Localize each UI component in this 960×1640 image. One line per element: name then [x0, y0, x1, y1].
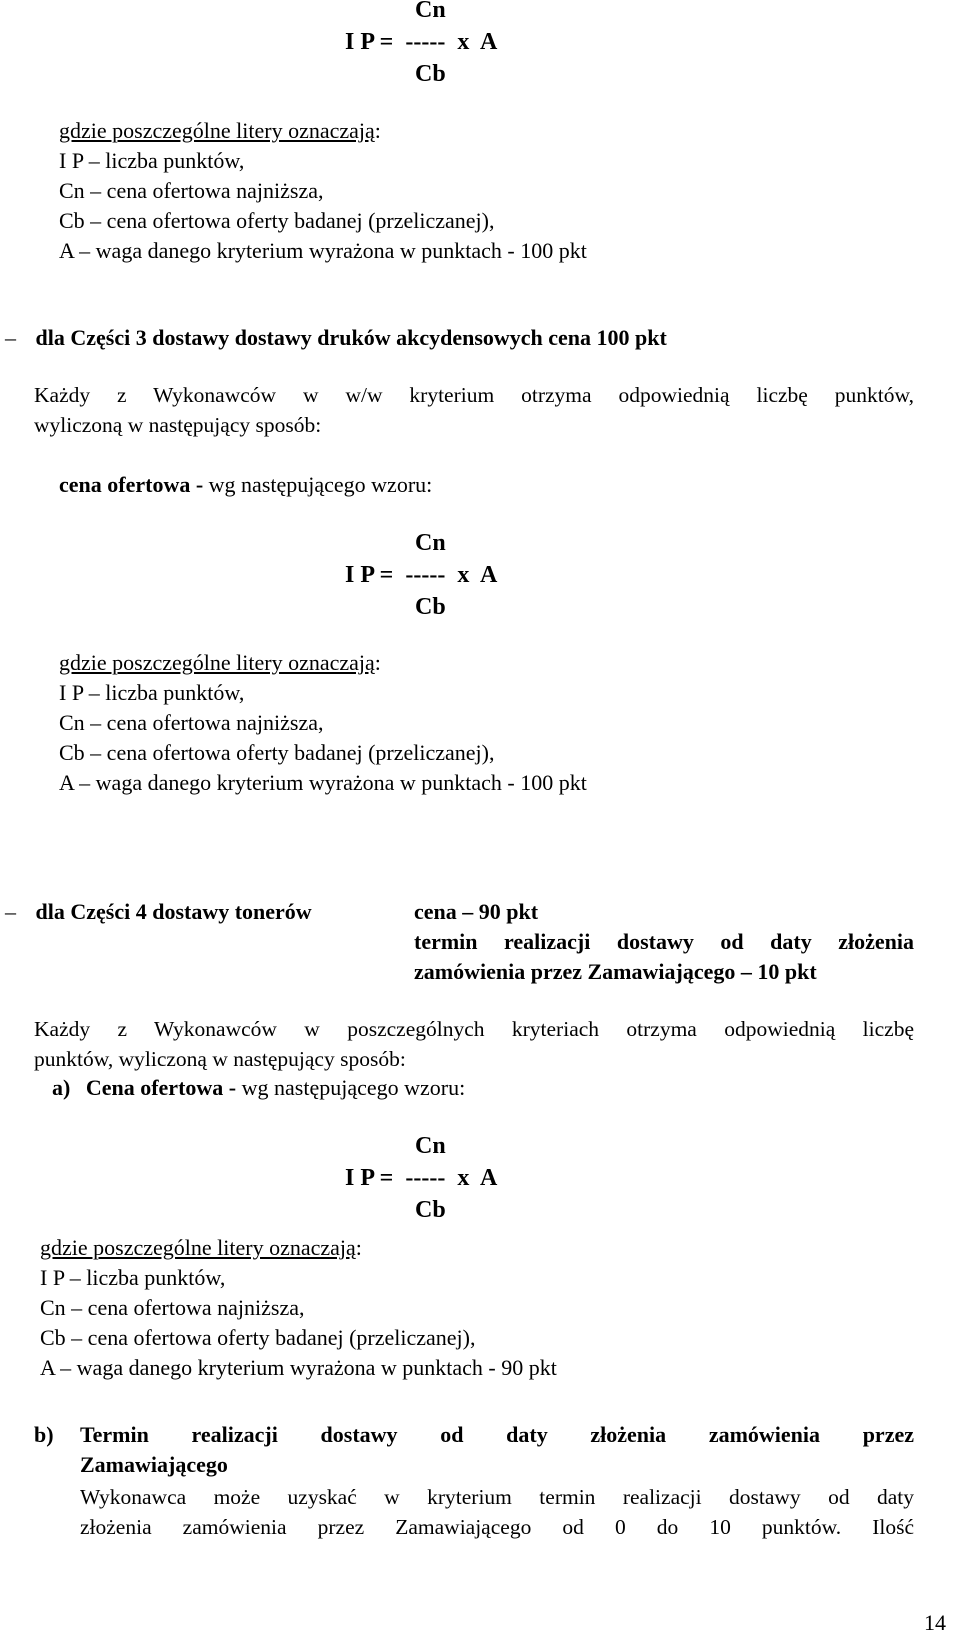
formula-denominator: Cb	[415, 594, 446, 620]
legend-item: Cb – cena ofertowa oferty badanej (przeliczanej),	[59, 740, 495, 765]
formula-numerator: Cn	[415, 0, 446, 23]
formula-denominator: Cb	[415, 61, 446, 87]
part-b-heading	[34, 1420, 914, 1480]
legend-item: Cb – cena ofertowa oferty badanej (przeliczanej),	[59, 208, 495, 233]
part4-item-a: a) Cena ofertowa - wg następującego wzoru:	[52, 1075, 466, 1100]
legend-heading: gdzie poszczególne litery oznaczają:	[59, 118, 381, 143]
formula-equation: I P = ----- x A	[345, 1165, 498, 1191]
item-label: a)	[52, 1075, 71, 1100]
paragraph-line: punktów, wyliczoną w następujący sposób:	[34, 1047, 406, 1071]
legend-heading: gdzie poszczególne litery oznaczają:	[59, 650, 381, 675]
legend-item: Cn – cena ofertowa najniższa,	[40, 1295, 305, 1320]
bullet-dash: –	[5, 325, 16, 350]
formula-equation: I P = ----- x A	[345, 29, 498, 55]
legend-item: I P – liczba punktów,	[59, 148, 245, 173]
paragraph-line: Każdy z Wykonawców w w/w kryterium otrzyma odpowiednią liczbę punktów,	[34, 383, 914, 407]
criteria-line: cena – 90 pkt	[414, 899, 539, 924]
legend-item: Cn – cena ofertowa najniższa,	[59, 178, 324, 203]
paragraph-line: złożenia zamówienia przez Zamawiającego od 0 do 10 punktów. Ilość	[80, 1515, 914, 1539]
part4-paragraph	[34, 1014, 914, 1074]
formula-1	[345, 0, 545, 90]
paragraph-line: Wykonawca może uzyskać w kryterium termin realizacji dostawy od daty	[80, 1485, 914, 1509]
formula-3	[345, 1130, 545, 1226]
legend-item: I P – liczba punktów,	[40, 1265, 226, 1290]
item-label: b)	[34, 1422, 54, 1447]
legend-item: I P – liczba punktów,	[59, 680, 245, 705]
part-b-paragraph	[80, 1482, 914, 1542]
bullet-dash: –	[5, 899, 16, 924]
part4-title: dla Części 4 dostawy tonerów	[35, 899, 312, 924]
page-number: 14	[924, 1610, 946, 1635]
legend-item: A – waga danego kryterium wyrażona w punktach - 90 pkt	[40, 1355, 557, 1380]
legend-item: A – waga danego kryterium wyrażona w punktach - 100 pkt	[59, 770, 587, 795]
criteria-line: termin realizacji dostawy od daty złożenia	[414, 929, 914, 954]
part3-title: dla Części 3 dostawy dostawy druków akcydensowych cena 100 pkt	[35, 325, 667, 350]
legend-1	[59, 116, 587, 266]
legend-heading: gdzie poszczególne litery oznaczają:	[40, 1235, 362, 1260]
part-b-title-line: Termin realizacji dostawy od daty złożenia zamówienia przez	[80, 1422, 914, 1447]
part3-paragraph	[34, 380, 914, 440]
legend-item: Cb – cena ofertowa oferty badanej (przeliczanej),	[40, 1325, 476, 1350]
part-b-title-line: Zamawiającego	[80, 1452, 228, 1477]
legend-item: A – waga danego kryterium wyrażona w punktach - 100 pkt	[59, 238, 587, 263]
legend-item: Cn – cena ofertowa najniższa,	[59, 710, 324, 735]
formula-2	[345, 527, 545, 623]
formula-numerator: Cn	[415, 530, 446, 556]
legend-2	[59, 648, 587, 798]
formula-equation: I P = ----- x A	[345, 562, 498, 588]
part4-criteria	[414, 897, 914, 987]
legend-3	[40, 1233, 557, 1383]
criteria-line: zamówienia przez Zamawiającego – 10 pkt	[414, 959, 817, 984]
part3-price-line: cena ofertowa - wg następującego wzoru:	[59, 472, 433, 497]
part4-heading	[5, 897, 312, 927]
paragraph-line: wyliczoną w następujący sposób:	[34, 413, 322, 437]
formula-numerator: Cn	[415, 1133, 446, 1159]
formula-denominator: Cb	[415, 1197, 446, 1223]
part3-heading	[5, 323, 667, 353]
paragraph-line: Każdy z Wykonawców w poszczególnych kryteriach otrzyma odpowiednią liczbę	[34, 1017, 914, 1041]
